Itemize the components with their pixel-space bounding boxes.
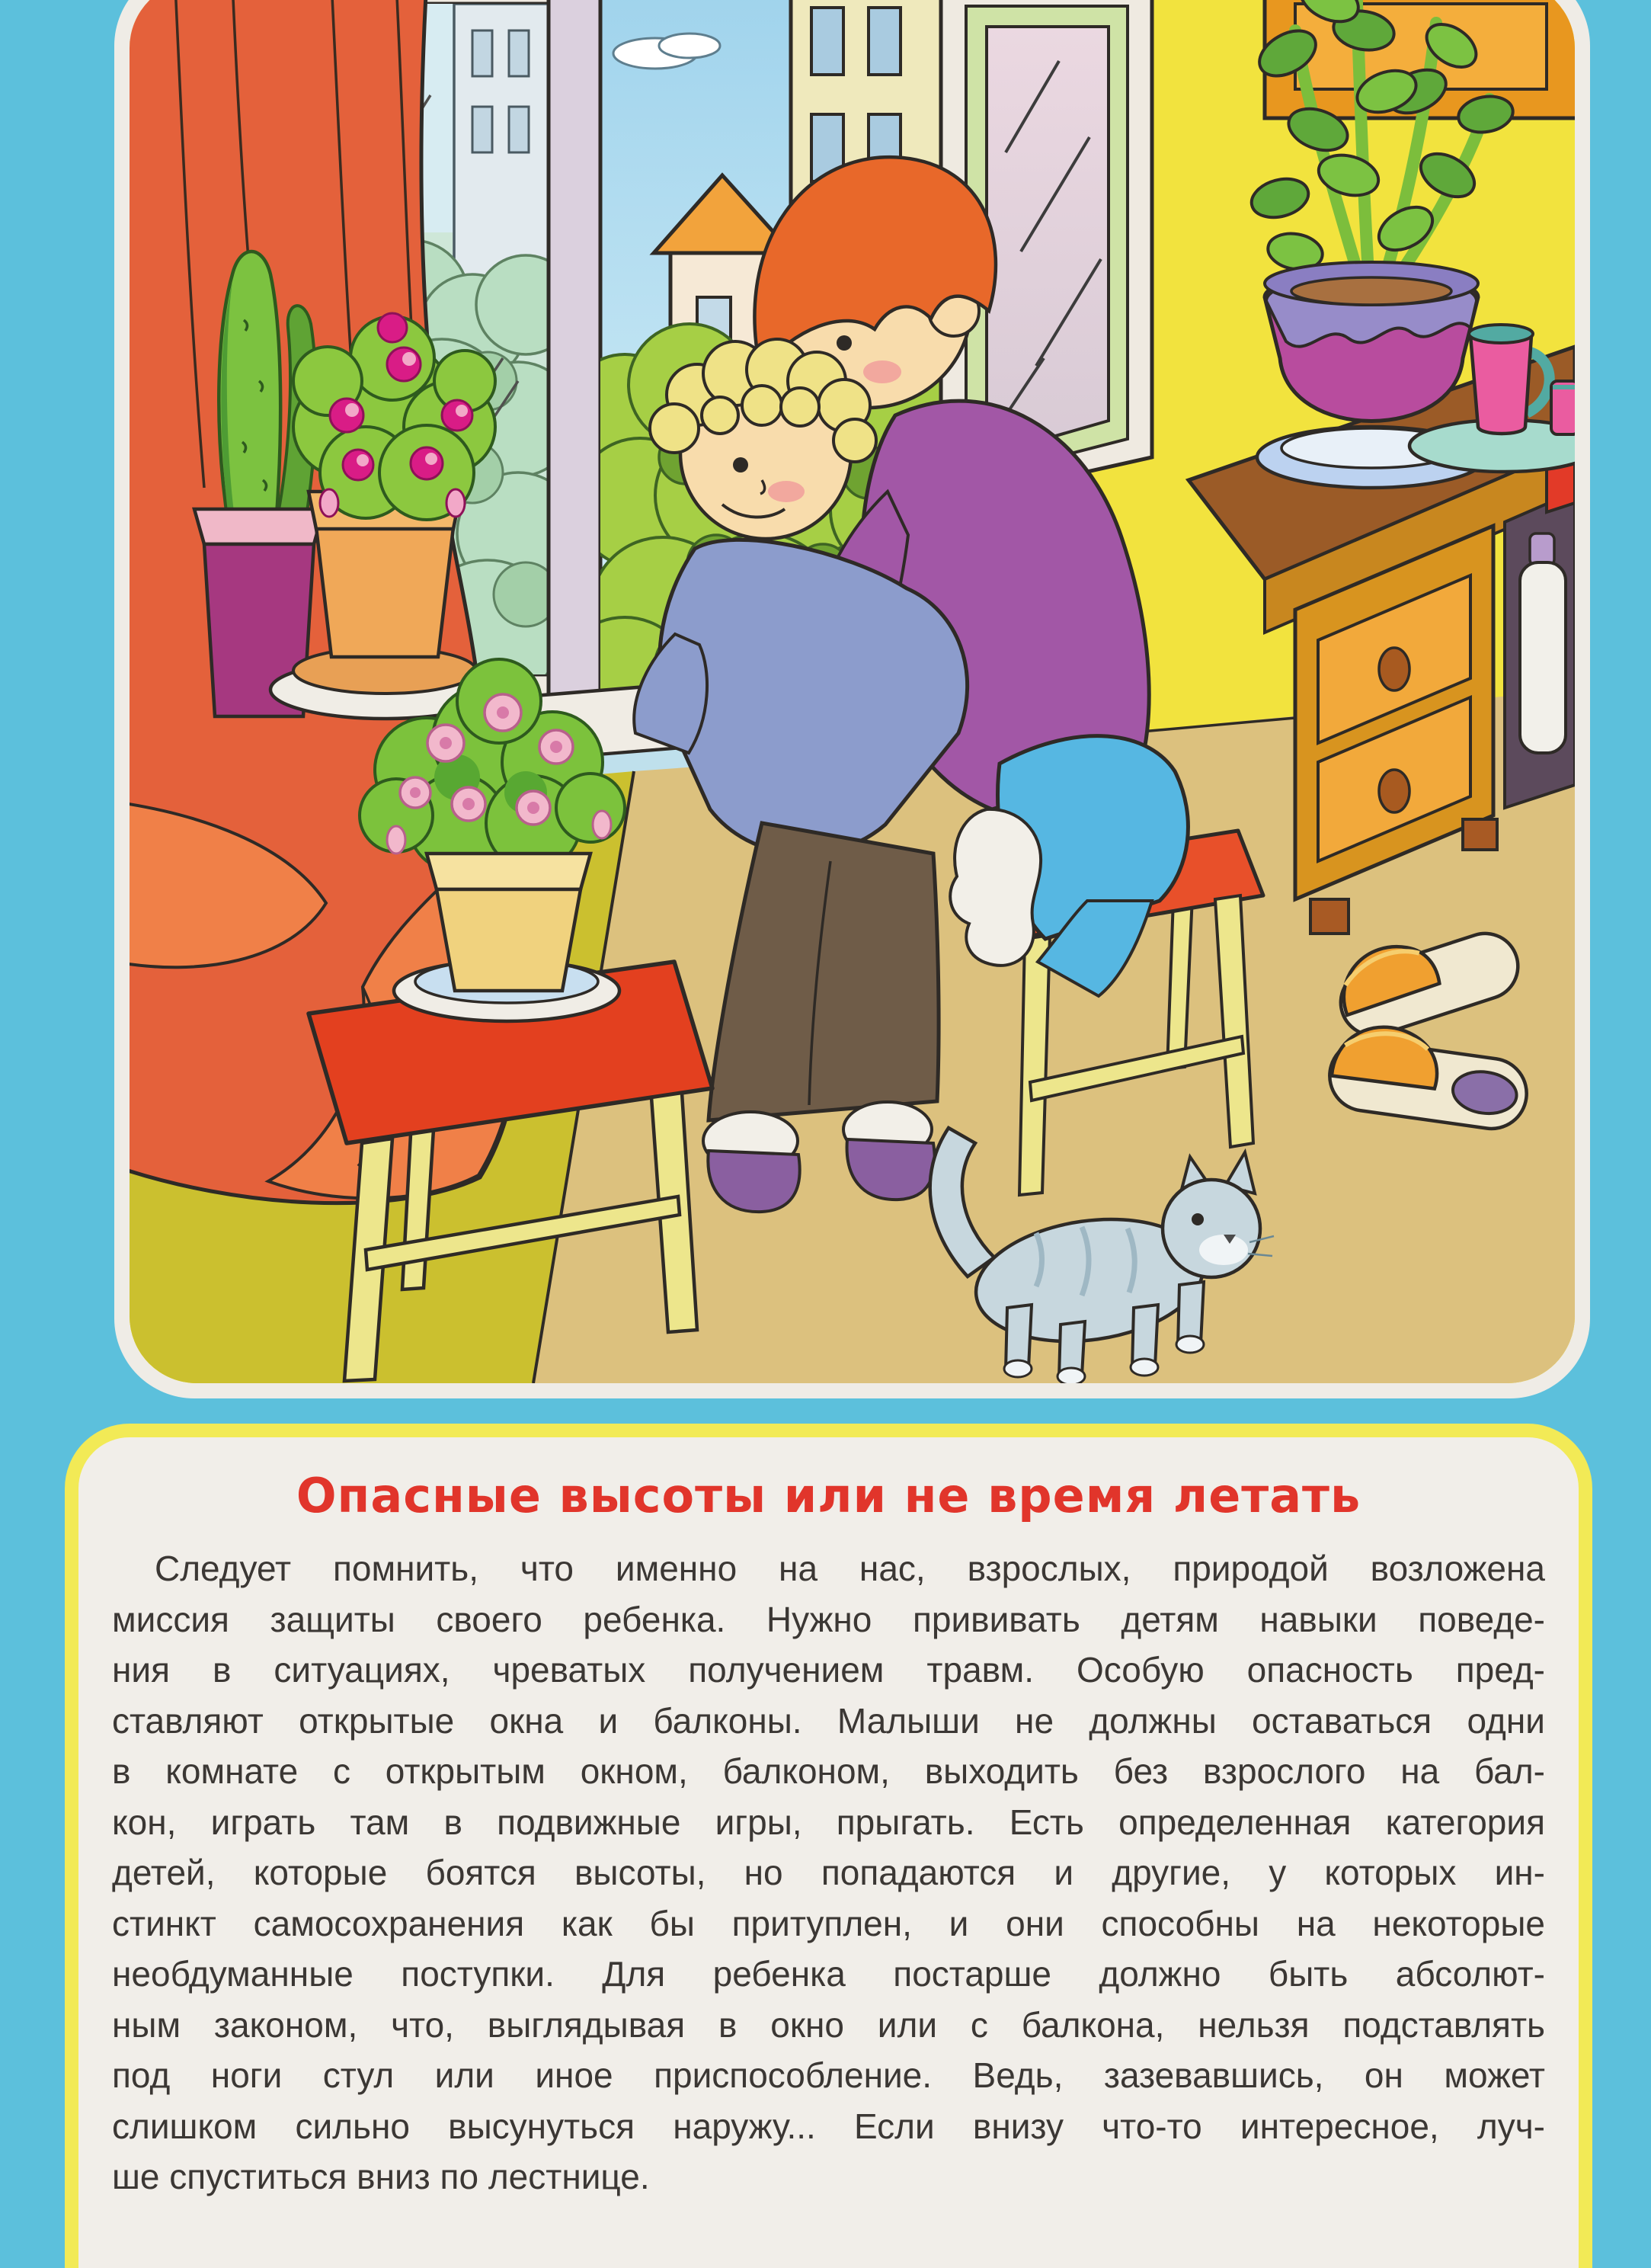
text-line: ше спуститься вниз по лестнице. — [112, 2157, 650, 2196]
text-line: необдуманные поступки. Для ребенка постарше должно быть абсолют- — [112, 1954, 1545, 1994]
text-line: кон, играть там в подвижные игры, прыгать. Есть определенная категория — [112, 1802, 1545, 1842]
text-line: в комнате с открытым окном, балконом, выходить без взрослого на бал- — [112, 1751, 1545, 1791]
text-line: слишком сильно высунуться наружу... Если внизу что-то интересное, луч- — [112, 2106, 1545, 2146]
text-line: миссия защиты своего ребенка. Нужно прививать детям навыки поведе- — [112, 1599, 1545, 1639]
text-line: детей, которые боятся высоты, но попадаются и другие, у которых ин- — [112, 1853, 1545, 1892]
article-title: Опасные высоты или не время летать — [296, 1468, 1361, 1523]
illustration-card — [114, 0, 1590, 1398]
text-line: Следует помнить, что именно на нас, взрослых, природой возложена — [155, 1549, 1545, 1588]
text-line: ным законом, что, выглядывая в окно или с балкона, нельзя подставлять — [112, 2004, 1545, 2045]
text-line: ставляют открытые окна и балконы. Малыши не должны оставаться одни — [112, 1700, 1545, 1741]
window-mullion — [549, 0, 600, 752]
text-line: ния в ситуациях, чреватых получением травм. Особую опасность пред- — [112, 1650, 1545, 1690]
text-panel — [65, 1424, 1592, 2268]
article-body — [112, 1543, 1545, 2202]
text-line: стинкт самосохранения как бы притуплен, и они способны на некоторые — [112, 1903, 1545, 1943]
scene-svg — [130, 0, 1575, 1383]
bottle — [1520, 562, 1566, 753]
illustration-clip — [130, 0, 1575, 1383]
text-line: под ноги стул или иное приспособление. Ведь, зазевавшись, он может — [112, 2055, 1545, 2095]
